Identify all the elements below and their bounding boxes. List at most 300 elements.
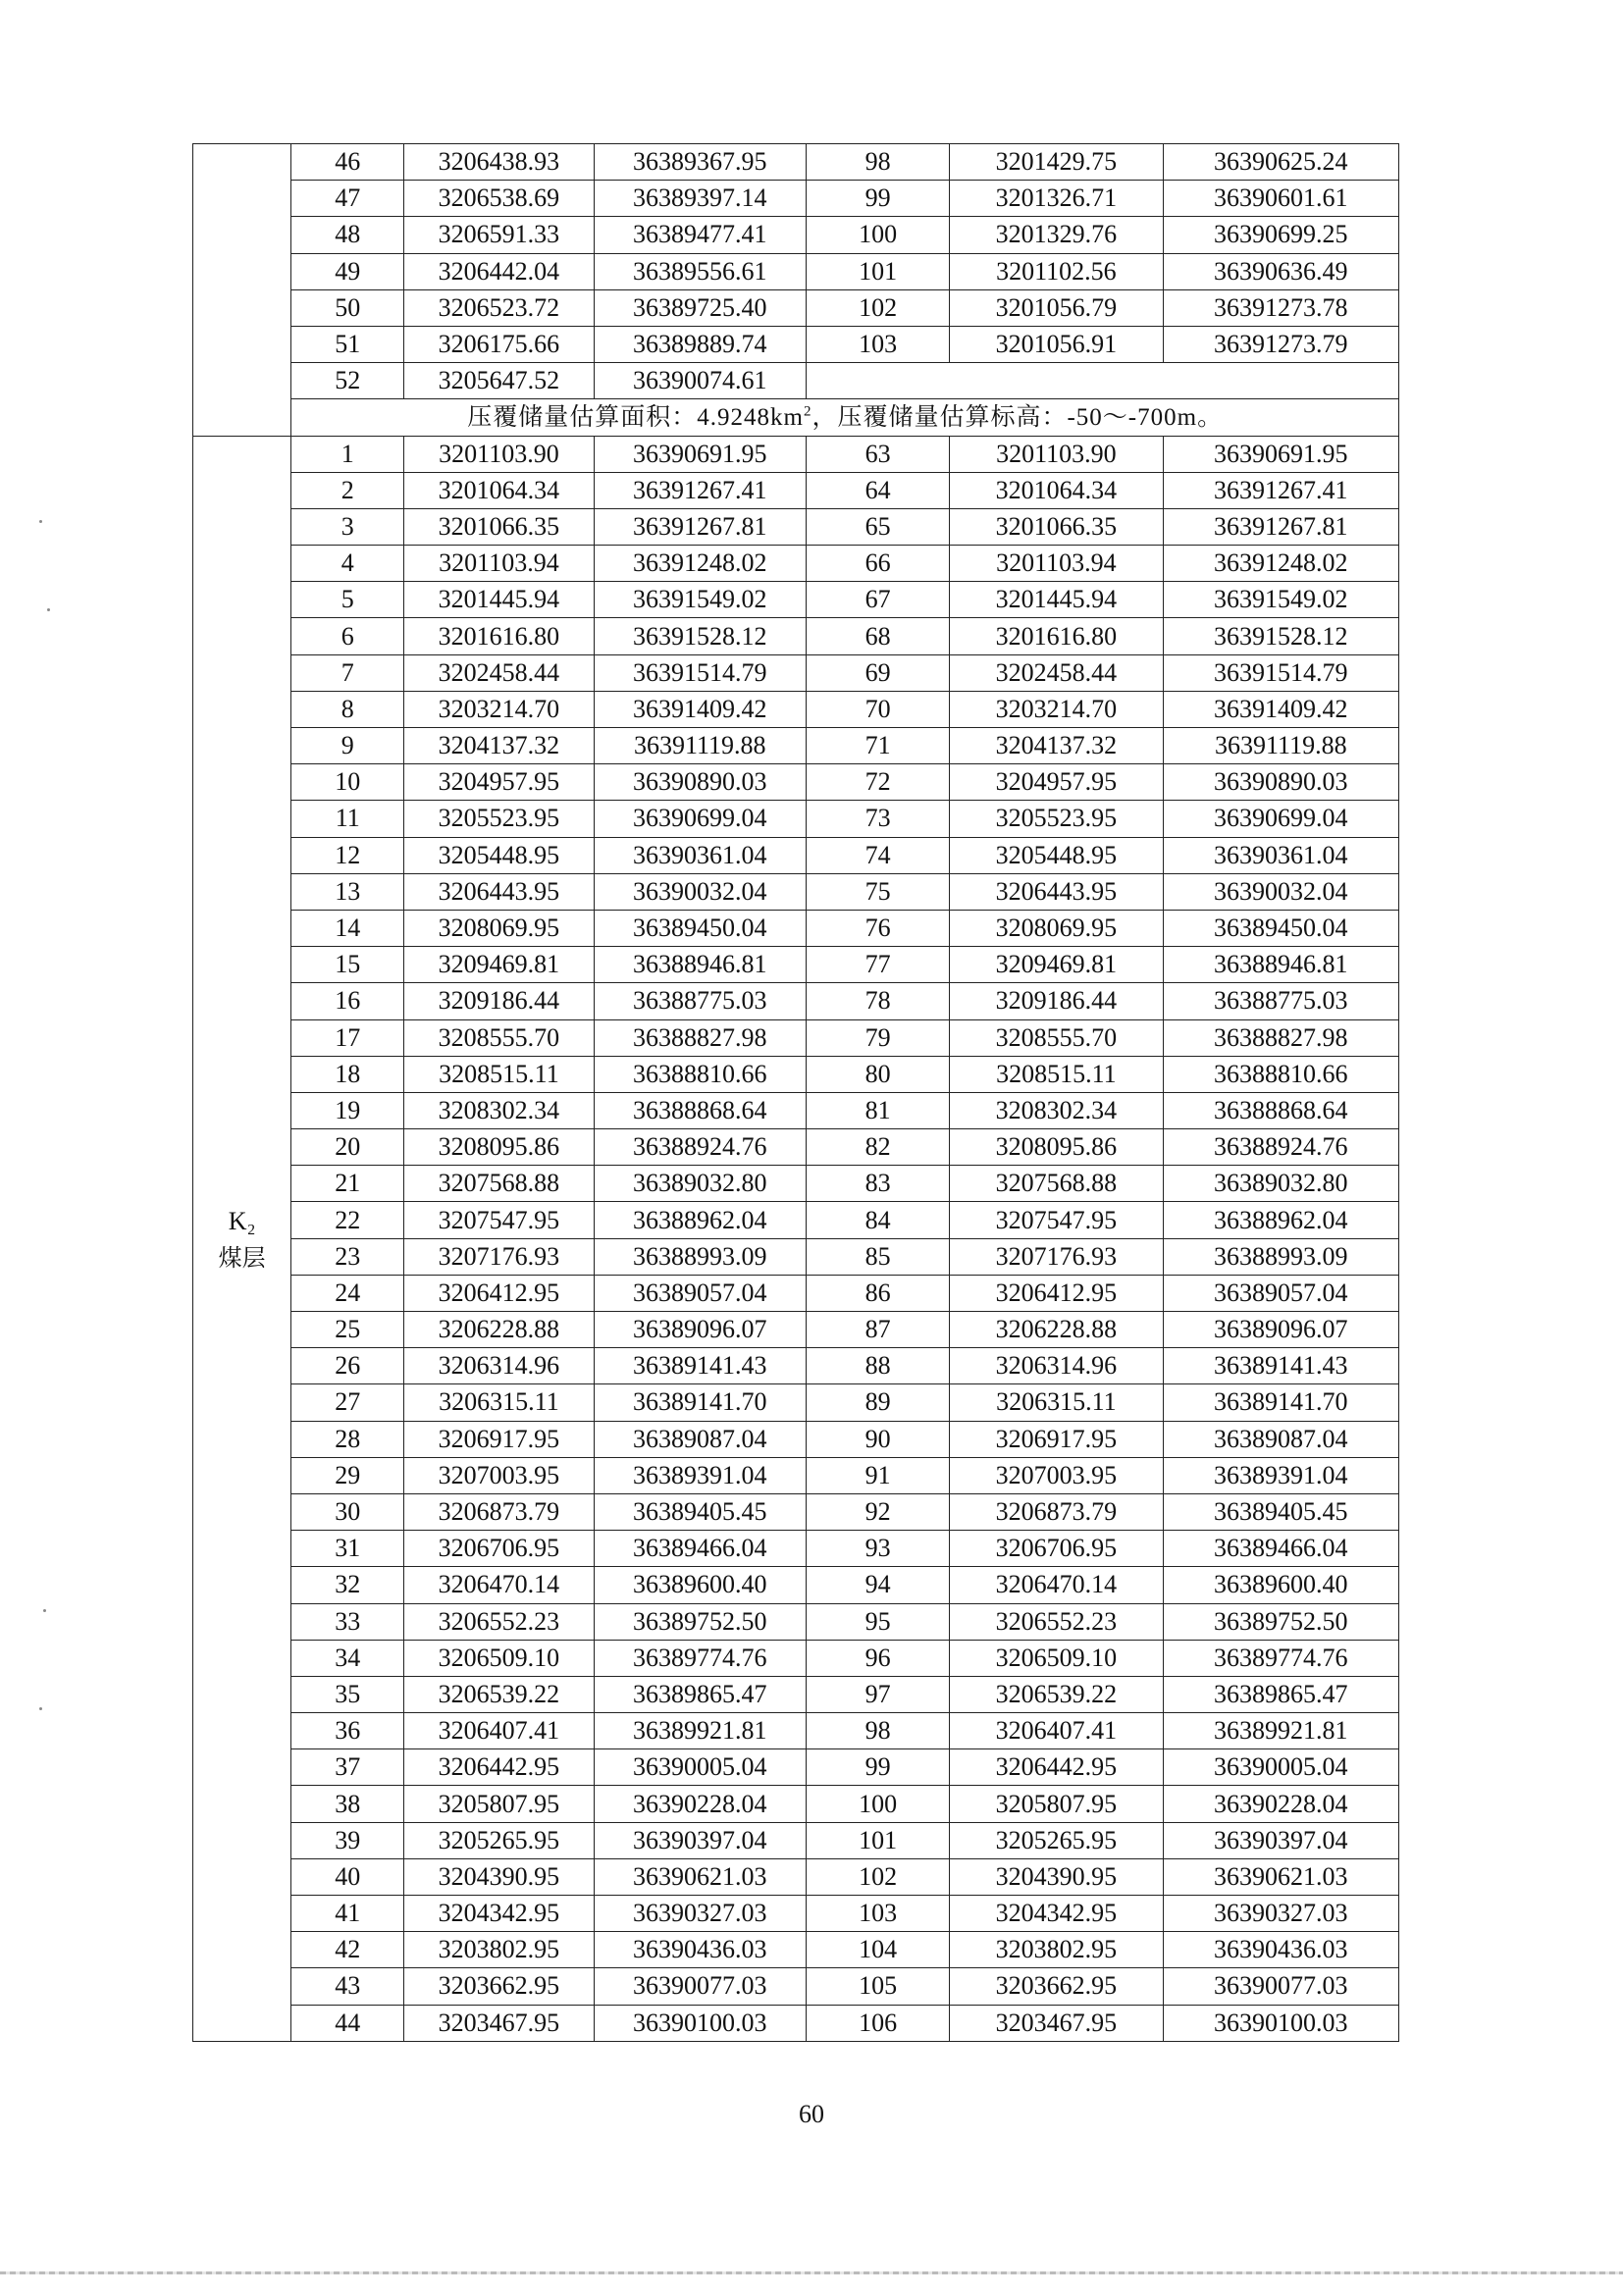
table-cell: 3206917.95 — [404, 1421, 594, 1457]
table-cell: 30 — [291, 1493, 404, 1530]
table-cell: 3209186.44 — [950, 983, 1163, 1019]
table-cell: 80 — [806, 1056, 949, 1092]
table-cell: 36390228.04 — [594, 1786, 806, 1822]
table-cell: 98 — [806, 144, 949, 181]
table-cell: 3201066.35 — [950, 508, 1163, 545]
table-cell: 49 — [291, 253, 404, 289]
table-cell: 70 — [806, 691, 949, 727]
table-cell: 3206315.11 — [950, 1384, 1163, 1421]
table-cell: 3203802.95 — [950, 1932, 1163, 1968]
table-cell: 36389032.80 — [594, 1166, 806, 1202]
table-cell: 3208515.11 — [950, 1056, 1163, 1092]
table-cell: 36389466.04 — [1163, 1531, 1398, 1567]
table-cell: 3207547.95 — [404, 1202, 594, 1238]
table-cell: 47 — [291, 181, 404, 217]
table-cell: 36389600.40 — [1163, 1567, 1398, 1603]
table-cell: 36391248.02 — [594, 546, 806, 582]
table-row — [193, 144, 1399, 181]
table-cell: 3206443.95 — [950, 873, 1163, 910]
table-cell: 17 — [291, 1019, 404, 1056]
table-cell: 98 — [806, 1713, 949, 1749]
table-cell: 43 — [291, 1968, 404, 2005]
table-cell: 3209469.81 — [404, 947, 594, 983]
table-cell: 33 — [291, 1603, 404, 1640]
table-cell: 3208095.86 — [950, 1129, 1163, 1166]
table-cell: 23 — [291, 1238, 404, 1275]
table-row — [193, 873, 1399, 910]
table-cell: 3206443.95 — [404, 873, 594, 910]
table-cell: 36389087.04 — [594, 1421, 806, 1457]
table-cell: 3204390.95 — [404, 1858, 594, 1895]
table-cell: 83 — [806, 1166, 949, 1202]
table-row — [193, 1493, 1399, 1530]
table-cell: 102 — [806, 1858, 949, 1895]
table-cell: 3206509.10 — [404, 1640, 594, 1676]
table-cell: 36391273.79 — [1163, 326, 1398, 362]
table-cell: 3205448.95 — [950, 837, 1163, 873]
table-cell: 86 — [806, 1275, 949, 1311]
table-cell: 3207176.93 — [404, 1238, 594, 1275]
table-cell: 3206873.79 — [950, 1493, 1163, 1530]
table-cell: 36391409.42 — [594, 691, 806, 727]
table-cell: 36389865.47 — [1163, 1676, 1398, 1712]
table-cell: 3201056.91 — [950, 326, 1163, 362]
empty-cell — [806, 363, 1398, 399]
table-cell: 21 — [291, 1166, 404, 1202]
table-cell: 36389405.45 — [594, 1493, 806, 1530]
table-cell: 36389397.14 — [594, 181, 806, 217]
note-prefix: 压覆储量估算面积： — [467, 402, 698, 432]
table-cell: 36388993.09 — [1163, 1238, 1398, 1275]
table-row — [193, 546, 1399, 582]
table-cell: 3207547.95 — [950, 1202, 1163, 1238]
table-cell: 36390397.04 — [594, 1822, 806, 1858]
table-cell: 36390691.95 — [1163, 436, 1398, 472]
table-row — [193, 1786, 1399, 1822]
table-cell: 105 — [806, 1968, 949, 2005]
table-cell: 3206470.14 — [404, 1567, 594, 1603]
table-cell: 3201064.34 — [404, 472, 594, 508]
scan-speck — [43, 1609, 46, 1612]
table-cell: 3204957.95 — [404, 764, 594, 801]
table-cell: 3209186.44 — [404, 983, 594, 1019]
table-cell: 36389391.04 — [1163, 1457, 1398, 1493]
table-cell: 3206706.95 — [404, 1531, 594, 1567]
table-row — [193, 363, 1399, 399]
table-cell: 106 — [806, 2005, 949, 2041]
table-cell: 74 — [806, 837, 949, 873]
table-cell: 68 — [806, 618, 949, 654]
scan-speck — [39, 1707, 42, 1710]
table-cell: 36389096.07 — [1163, 1312, 1398, 1348]
table-cell: 3208095.86 — [404, 1129, 594, 1166]
table-row — [193, 947, 1399, 983]
table-cell: 36391409.42 — [1163, 691, 1398, 727]
table-row — [193, 801, 1399, 837]
table-cell: 36390077.03 — [594, 1968, 806, 2005]
table-cell: 36389774.76 — [594, 1640, 806, 1676]
table-cell: 3208069.95 — [950, 910, 1163, 946]
table-cell: 36390699.25 — [1163, 217, 1398, 253]
table-cell: 3206228.88 — [950, 1312, 1163, 1348]
table-cell: 3201064.34 — [950, 472, 1163, 508]
note-suffix: 。 — [1197, 402, 1224, 432]
table-row — [193, 1129, 1399, 1166]
table-cell: 40 — [291, 1858, 404, 1895]
table-row — [193, 1932, 1399, 1968]
table-row — [193, 1238, 1399, 1275]
table-cell: 3205265.95 — [950, 1822, 1163, 1858]
table-cell: 78 — [806, 983, 949, 1019]
table-cell: 3206438.93 — [404, 144, 594, 181]
table-cell: 3204137.32 — [404, 728, 594, 764]
table-cell: 3203662.95 — [950, 1968, 1163, 2005]
table-cell: 77 — [806, 947, 949, 983]
table-cell: 36389774.76 — [1163, 1640, 1398, 1676]
table-cell: 3204957.95 — [950, 764, 1163, 801]
table-cell: 82 — [806, 1129, 949, 1166]
table-cell: 84 — [806, 1202, 949, 1238]
table-cell: 3208515.11 — [404, 1056, 594, 1092]
table-row — [193, 436, 1399, 472]
table-cell: 36390228.04 — [1163, 1786, 1398, 1822]
table-cell: 36391549.02 — [1163, 582, 1398, 618]
table-row — [193, 1348, 1399, 1384]
table-cell: 81 — [806, 1092, 949, 1128]
table-cell: 3206591.33 — [404, 217, 594, 253]
table-cell: 3201103.90 — [404, 436, 594, 472]
table-cell: 36390601.61 — [1163, 181, 1398, 217]
table-cell: 36391267.41 — [594, 472, 806, 508]
table-cell: 34 — [291, 1640, 404, 1676]
table-cell: 3206412.95 — [404, 1275, 594, 1311]
table-cell: 44 — [291, 2005, 404, 2041]
table-cell: 36390890.03 — [1163, 764, 1398, 801]
table-cell: 3206509.10 — [950, 1640, 1163, 1676]
table-cell: 3206523.72 — [404, 289, 594, 326]
table-cell: 3201103.94 — [404, 546, 594, 582]
table-cell: 72 — [806, 764, 949, 801]
table-cell: 3207568.88 — [404, 1166, 594, 1202]
table-cell: 3201066.35 — [404, 508, 594, 545]
table-cell: 26 — [291, 1348, 404, 1384]
table-cell: 36388868.64 — [1163, 1092, 1398, 1128]
table-cell: 36389057.04 — [594, 1275, 806, 1311]
table-cell: 36389725.40 — [594, 289, 806, 326]
table-cell: 85 — [806, 1238, 949, 1275]
table-cell: 3206706.95 — [950, 1531, 1163, 1567]
table-cell: 3201103.90 — [950, 436, 1163, 472]
table-cell: 36389032.80 — [1163, 1166, 1398, 1202]
table-cell: 36390699.04 — [594, 801, 806, 837]
table-cell: 67 — [806, 582, 949, 618]
table-cell: 25 — [291, 1312, 404, 1348]
table-cell: 51 — [291, 326, 404, 362]
table-cell: 3201616.80 — [404, 618, 594, 654]
table-cell: 3203802.95 — [404, 1932, 594, 1968]
table-cell: 36389921.81 — [1163, 1713, 1398, 1749]
table-cell: 3205265.95 — [404, 1822, 594, 1858]
table-cell: 36389477.41 — [594, 217, 806, 253]
table-cell: 91 — [806, 1457, 949, 1493]
table-cell: 36391267.81 — [1163, 508, 1398, 545]
table-row — [193, 691, 1399, 727]
table-cell: 3206538.69 — [404, 181, 594, 217]
table-cell: 3205807.95 — [404, 1786, 594, 1822]
table-row — [193, 253, 1399, 289]
table-cell: 36388827.98 — [594, 1019, 806, 1056]
area-elevation-note — [291, 399, 1399, 436]
table-cell: 3208555.70 — [950, 1019, 1163, 1056]
note-elevation: -50～-700m — [1067, 404, 1198, 432]
table-cell: 36390436.03 — [594, 1932, 806, 1968]
table-cell: 3201326.71 — [950, 181, 1163, 217]
table-row — [193, 1640, 1399, 1676]
table-row — [193, 1531, 1399, 1567]
table-cell: 52 — [291, 363, 404, 399]
table-cell: 36388924.76 — [1163, 1129, 1398, 1166]
table-cell: 3205523.95 — [404, 801, 594, 837]
table-row — [193, 508, 1399, 545]
table-cell: 3202458.44 — [404, 654, 594, 691]
table-cell: 36389141.70 — [1163, 1384, 1398, 1421]
table-cell: 36390625.24 — [1163, 144, 1398, 181]
table-cell: 3205807.95 — [950, 1786, 1163, 1822]
table-cell: 18 — [291, 1056, 404, 1092]
table-cell: 99 — [806, 181, 949, 217]
table-cell: 36391267.81 — [594, 508, 806, 545]
coal-seam-label-cell — [193, 436, 291, 2041]
table-cell: 63 — [806, 436, 949, 472]
note-area: 4.9248km — [697, 404, 804, 432]
table-cell: 39 — [291, 1822, 404, 1858]
table-row — [193, 1019, 1399, 1056]
table-cell: 3201616.80 — [950, 618, 1163, 654]
table-cell: 36389556.61 — [594, 253, 806, 289]
table-cell: 36389141.43 — [594, 1348, 806, 1384]
table-cell: 3204390.95 — [950, 1858, 1163, 1895]
table-cell: 36391549.02 — [594, 582, 806, 618]
table-cell: 36390074.61 — [594, 363, 806, 399]
table-cell: 3204137.32 — [950, 728, 1163, 764]
scan-speck — [39, 520, 42, 523]
table-row — [193, 764, 1399, 801]
table-row — [193, 1749, 1399, 1786]
table-cell: 3203662.95 — [404, 1968, 594, 2005]
table-cell: 36388962.04 — [1163, 1202, 1398, 1238]
table-row — [193, 1968, 1399, 2005]
table-cell: 3206314.96 — [950, 1348, 1163, 1384]
table-cell: 36388775.03 — [1163, 983, 1398, 1019]
table-cell: 99 — [806, 1749, 949, 1786]
table-cell: 4 — [291, 546, 404, 582]
table-cell: 36390100.03 — [1163, 2005, 1398, 2041]
table-cell: 36389450.04 — [594, 910, 806, 946]
table-cell: 36389450.04 — [1163, 910, 1398, 946]
note-middle: ，压覆储量估算标高： — [812, 402, 1068, 432]
table-row — [193, 618, 1399, 654]
scan-edge-line — [0, 2271, 1623, 2274]
table-cell: 15 — [291, 947, 404, 983]
table-cell: 3201445.94 — [404, 582, 594, 618]
table-row — [193, 1567, 1399, 1603]
table-cell: 27 — [291, 1384, 404, 1421]
table-cell: 36391273.78 — [1163, 289, 1398, 326]
table-row — [193, 1092, 1399, 1128]
table-cell: 3206315.11 — [404, 1384, 594, 1421]
coordinate-table — [192, 143, 1399, 2042]
table-cell: 22 — [291, 1202, 404, 1238]
scan-speck — [47, 608, 50, 611]
table-cell: 20 — [291, 1129, 404, 1166]
table-cell: 3 — [291, 508, 404, 545]
table-row — [193, 1713, 1399, 1749]
table-cell: 89 — [806, 1384, 949, 1421]
table-cell: 94 — [806, 1567, 949, 1603]
table-cell: 2 — [291, 472, 404, 508]
table-cell: 35 — [291, 1676, 404, 1712]
table-cell: 13 — [291, 873, 404, 910]
table-cell: 16 — [291, 983, 404, 1019]
table-cell: 3208069.95 — [404, 910, 594, 946]
table-row — [193, 472, 1399, 508]
table-cell: 64 — [806, 472, 949, 508]
table-row — [193, 1457, 1399, 1493]
table-cell: 3206442.04 — [404, 253, 594, 289]
table-cell: 76 — [806, 910, 949, 946]
table-cell: 3206175.66 — [404, 326, 594, 362]
table-cell: 3206228.88 — [404, 1312, 594, 1348]
table-cell: 3201329.76 — [950, 217, 1163, 253]
table-cell: 3208302.34 — [404, 1092, 594, 1128]
table-cell: 79 — [806, 1019, 949, 1056]
table-cell: 24 — [291, 1275, 404, 1311]
table-row — [193, 1603, 1399, 1640]
table-cell: 36390699.04 — [1163, 801, 1398, 837]
table-cell: 19 — [291, 1092, 404, 1128]
table-cell: 3201102.56 — [950, 253, 1163, 289]
table-row — [193, 399, 1399, 436]
coal-seam-code: K₂ — [228, 1206, 256, 1235]
table-cell: 97 — [806, 1676, 949, 1712]
table-cell: 50 — [291, 289, 404, 326]
table-cell: 36388810.66 — [1163, 1056, 1398, 1092]
table-cell: 3206442.95 — [950, 1749, 1163, 1786]
table-cell: 3204342.95 — [950, 1896, 1163, 1932]
table-cell: 36390890.03 — [594, 764, 806, 801]
table-cell: 3204342.95 — [404, 1896, 594, 1932]
table-cell: 36389466.04 — [594, 1531, 806, 1567]
table-cell: 3209469.81 — [950, 947, 1163, 983]
table-cell: 3206539.22 — [404, 1676, 594, 1712]
table-row — [193, 1384, 1399, 1421]
table-row — [193, 728, 1399, 764]
table-cell: 36389921.81 — [594, 1713, 806, 1749]
table-cell: 103 — [806, 326, 949, 362]
table-row — [193, 983, 1399, 1019]
table-cell: 14 — [291, 910, 404, 946]
table-cell: 3206412.95 — [950, 1275, 1163, 1311]
table-cell: 3205523.95 — [950, 801, 1163, 837]
table-cell: 36391528.12 — [594, 618, 806, 654]
table-cell: 36390361.04 — [1163, 837, 1398, 873]
table-cell: 36389752.50 — [1163, 1603, 1398, 1640]
table-cell: 1 — [291, 436, 404, 472]
table-cell: 3203214.70 — [404, 691, 594, 727]
table-cell: 3206314.96 — [404, 1348, 594, 1384]
table-row — [193, 837, 1399, 873]
table-cell: 36390436.03 — [1163, 1932, 1398, 1968]
table-cell: 36391528.12 — [1163, 618, 1398, 654]
table-cell: 3207568.88 — [950, 1166, 1163, 1202]
table-row — [193, 1421, 1399, 1457]
table-cell: 3201103.94 — [950, 546, 1163, 582]
table-cell: 3201445.94 — [950, 582, 1163, 618]
table-row — [193, 1676, 1399, 1712]
table-cell: 36390636.49 — [1163, 253, 1398, 289]
table-cell: 36390397.04 — [1163, 1822, 1398, 1858]
table-cell: 36391514.79 — [594, 654, 806, 691]
table-cell: 36390691.95 — [594, 436, 806, 472]
table-cell: 36390361.04 — [594, 837, 806, 873]
table-cell: 36388810.66 — [594, 1056, 806, 1092]
table-cell: 3206552.23 — [404, 1603, 594, 1640]
table-row — [193, 1312, 1399, 1348]
table-cell: 7 — [291, 654, 404, 691]
table-cell: 36389889.74 — [594, 326, 806, 362]
table-cell: 36388827.98 — [1163, 1019, 1398, 1056]
table-cell: 3206917.95 — [950, 1421, 1163, 1457]
table-cell: 8 — [291, 691, 404, 727]
table-cell: 3206407.41 — [950, 1713, 1163, 1749]
note-sup: 2 — [803, 404, 812, 421]
table-cell: 41 — [291, 1896, 404, 1932]
table-cell: 5 — [291, 582, 404, 618]
table-row — [193, 654, 1399, 691]
table-cell: 102 — [806, 289, 949, 326]
table-cell: 28 — [291, 1421, 404, 1457]
table-cell: 42 — [291, 1932, 404, 1968]
table-cell: 36391119.88 — [594, 728, 806, 764]
table-cell: 90 — [806, 1421, 949, 1457]
table-row — [193, 326, 1399, 362]
table-cell: 71 — [806, 728, 949, 764]
table-cell: 36390077.03 — [1163, 1968, 1398, 2005]
table-cell: 36388924.76 — [594, 1129, 806, 1166]
table-cell: 3201429.75 — [950, 144, 1163, 181]
table-cell: 36389141.43 — [1163, 1348, 1398, 1384]
table-cell: 36389600.40 — [594, 1567, 806, 1603]
table-row — [193, 181, 1399, 217]
table-cell: 73 — [806, 801, 949, 837]
table-cell: 3205647.52 — [404, 363, 594, 399]
table-cell: 36 — [291, 1713, 404, 1749]
table-cell: 36388946.81 — [1163, 947, 1398, 983]
table-cell: 36388868.64 — [594, 1092, 806, 1128]
table-cell: 93 — [806, 1531, 949, 1567]
table-cell: 3208555.70 — [404, 1019, 594, 1056]
table-cell: 100 — [806, 1786, 949, 1822]
table-row — [193, 582, 1399, 618]
table-cell: 101 — [806, 253, 949, 289]
table-cell: 36388962.04 — [594, 1202, 806, 1238]
table-cell: 88 — [806, 1348, 949, 1384]
page-number: 60 — [799, 2100, 824, 2128]
table-cell: 3205448.95 — [404, 837, 594, 873]
table-cell: 3202458.44 — [950, 654, 1163, 691]
table-cell: 10 — [291, 764, 404, 801]
table-cell: 3207003.95 — [404, 1457, 594, 1493]
